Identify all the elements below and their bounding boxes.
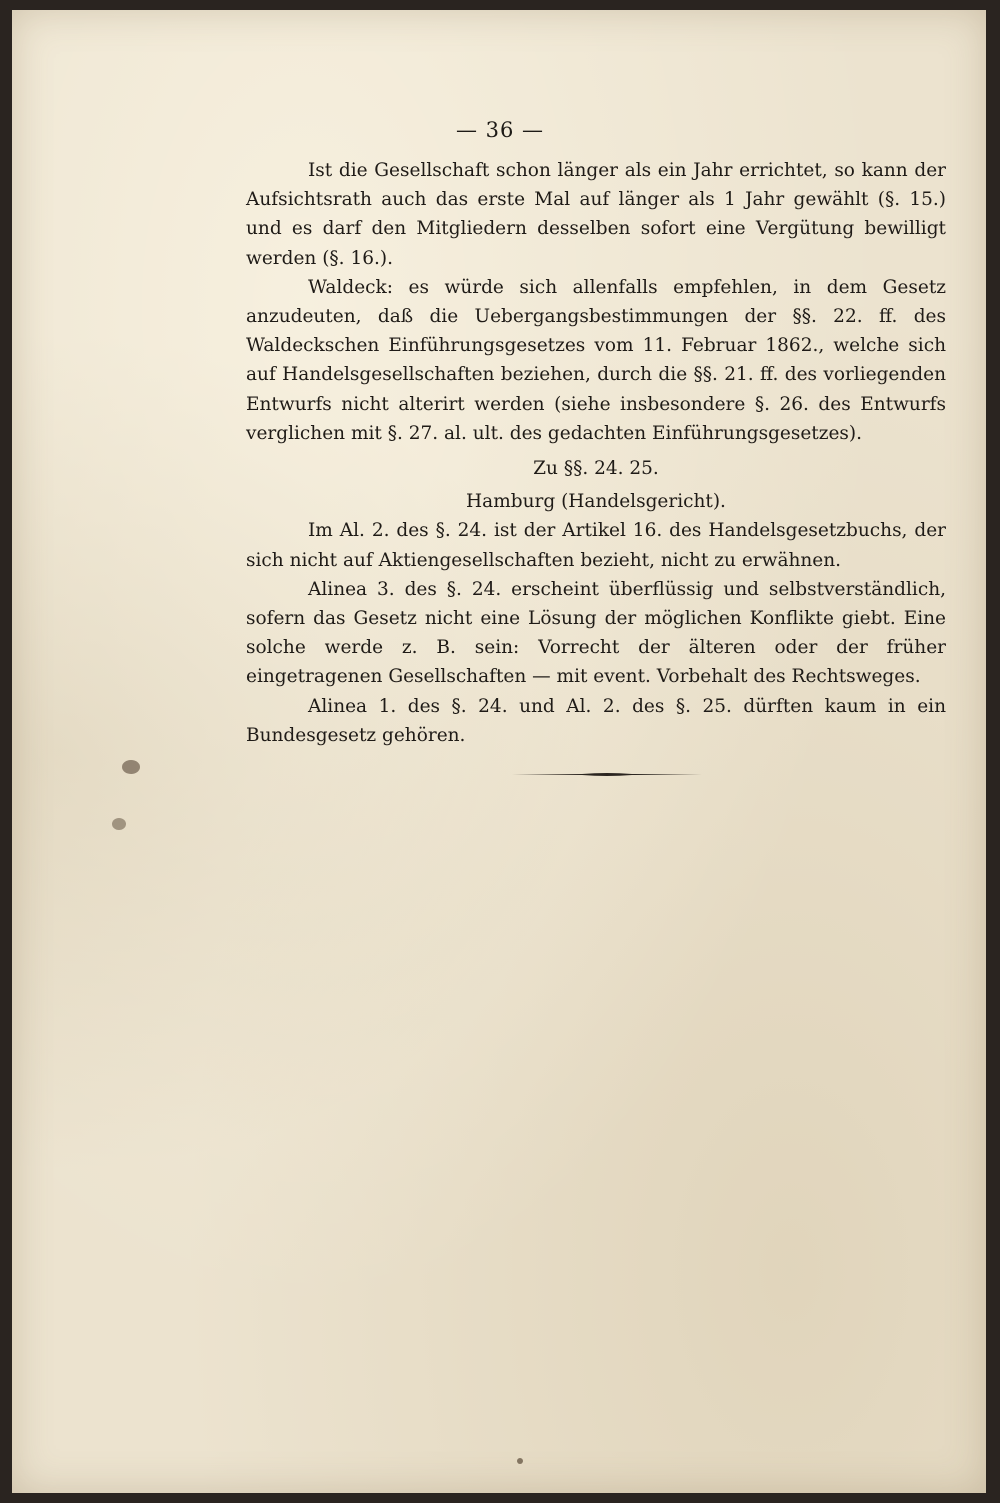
end-rule [512, 772, 702, 777]
document-body [246, 156, 946, 750]
ink-stain [112, 818, 126, 830]
paragraph: Ist die Gesellschaft schon länger als ein Jahr errichtet, so kann der Aufsichtsrath auch das erste Mal auf länger als 1 Jahr gewählt (§. 15.) und es darf den Mitgliedern desselben sofort eine Vergütung bewilligt werden (§. 16.). [246, 160, 946, 269]
section-heading: Zu §§. 24. 25. [533, 458, 659, 480]
page-number: — 36 — [455, 118, 545, 142]
paragraph: Alinea 1. des §. 24. und Al. 2. des §. 25. dürften kaum in ein Bundesgesetz gehören. [246, 695, 946, 746]
paragraph: Waldeck: es würde sich allenfalls empfehlen, in dem Gesetz anzudeuten, daß die Uebergangsbestimmungen der §§. 22. ff. des Waldeckschen Einführungsgesetzes vom 11. Februar 1862., welche sich auf Handelsgesellschaften beziehen, durch die §§. 21. ff. des vorliegenden Entwurfs nicht alterirt werden (siehe insbesondere §. 26. des Entwurfs verglichen mit §. 27. al. ult. des gedachten Einführungsgesetzes). [246, 276, 946, 444]
section-subheading: Hamburg (Handelsgericht). [466, 491, 726, 513]
paragraph: Alinea 3. des §. 24. erscheint überflüssig und selbstverständlich, sofern das Gesetz nicht eine Lösung der möglichen Konflikte giebt. Eine solche werde z. B. sein: Vorrecht der älteren oder der früher eingetragenen Gesellschaften — mit event. Vorbehalt des Rechtsweges. [246, 578, 946, 688]
ink-stain [517, 1458, 523, 1464]
ink-stain [122, 760, 140, 774]
paragraph: Im Al. 2. des §. 24. ist der Artikel 16. des Handelsgesetzbuchs, der sich nicht auf Aktiengesellschaften bezieht, nicht zu erwähnen. [246, 520, 946, 571]
